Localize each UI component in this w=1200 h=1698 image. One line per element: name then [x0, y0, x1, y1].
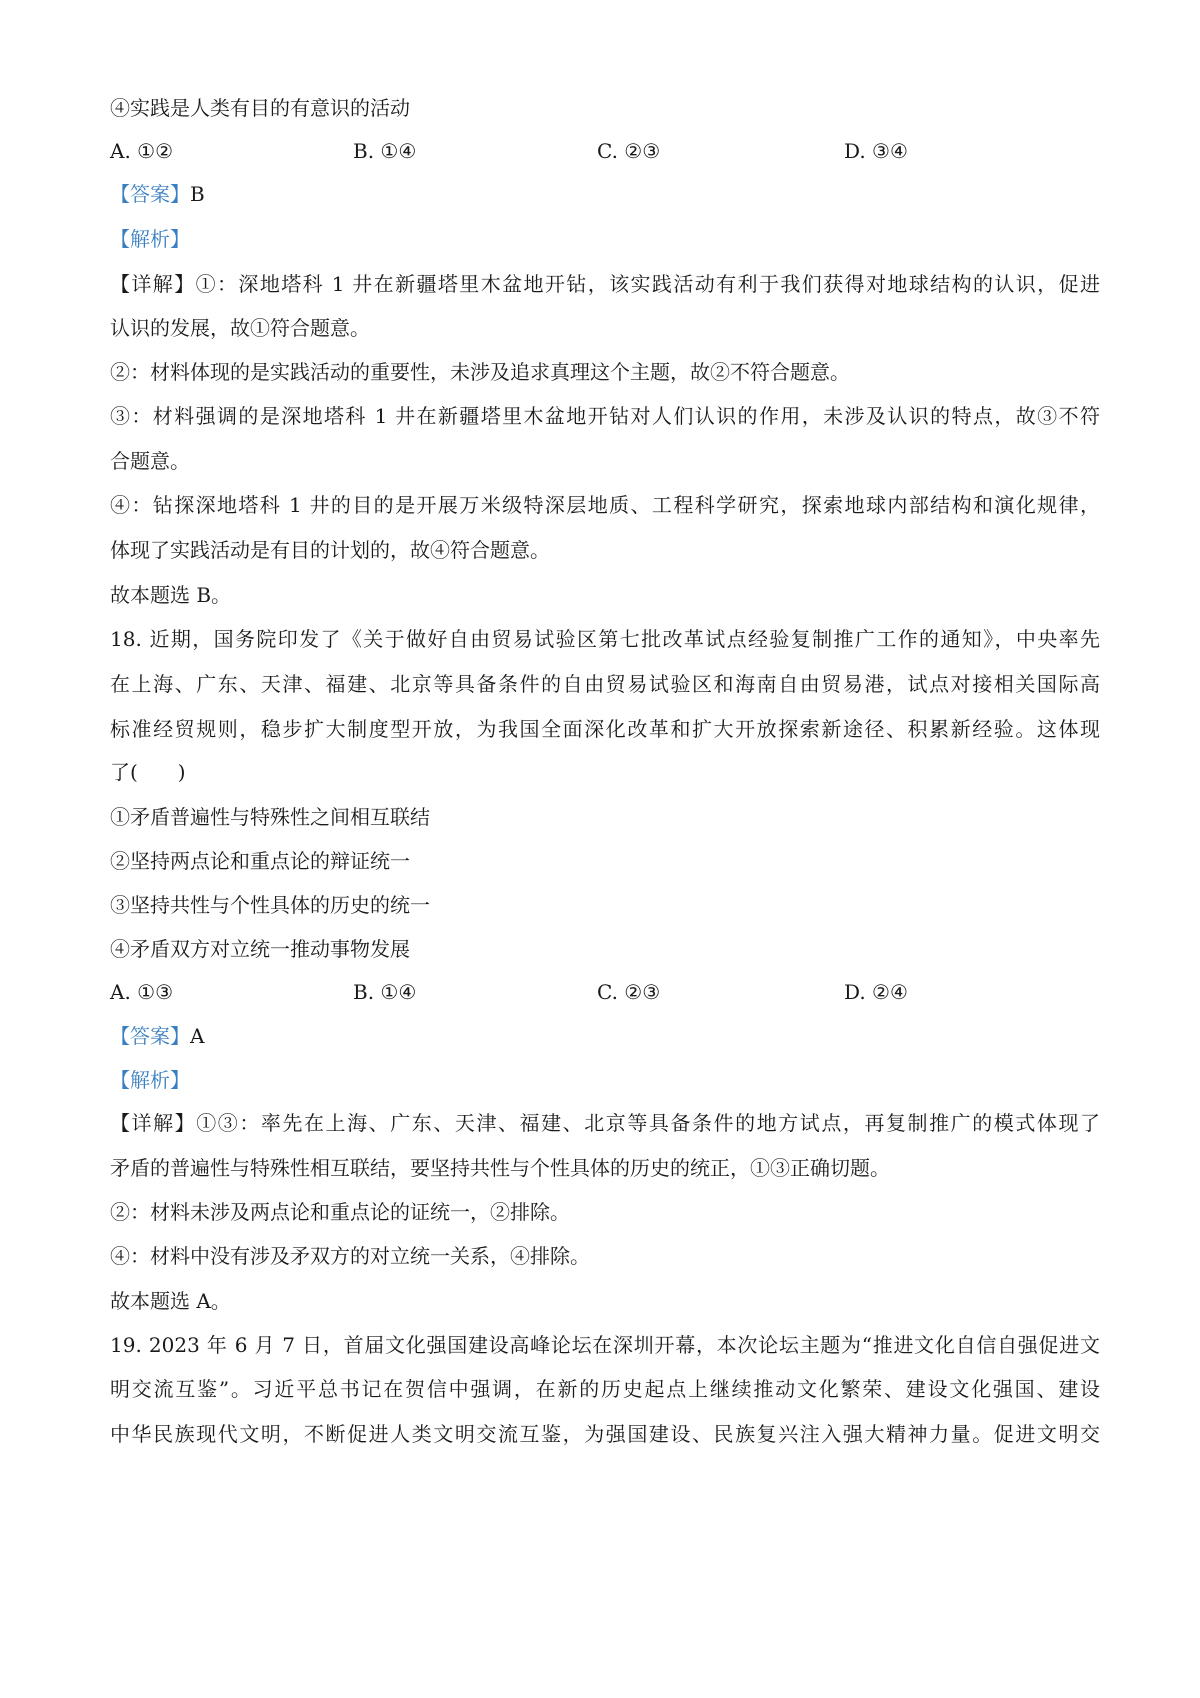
q18-stem-line: 在上海、广东、天津、福建、北京等具备条件的自由贸易试验区和海南自由贸易港，试点对接相关国际高: [110, 672, 1100, 696]
answer-value: A: [190, 1024, 205, 1048]
q17-item-4: ④实践是人类有目的有意识的活动: [110, 96, 410, 120]
q19-stem-line: 19. 2023 年 6 月 7 日，首届文化强国建设高峰论坛在深圳开幕，本次论坛主题为“推进文化自信自强促进文: [110, 1333, 1100, 1357]
q19-stem-line: 中华民族现代文明，不断促进人类文明交流互鉴，为强国建设、民族复兴注入强大精神力量。促进文明交: [110, 1422, 1100, 1446]
answer-tag: 【答案】: [110, 182, 190, 206]
q18-option-a: A. ①③: [110, 980, 174, 1004]
q17-option-c: C. ②③: [597, 139, 661, 163]
q18-stem-line: 18. 近期，国务院印发了《关于做好自由贸易试验区第七批改革试点经验复制推广工作的通知》，中央率先: [110, 627, 1100, 651]
answer-tag: 【答案】: [110, 1024, 190, 1048]
analysis-tag: 【解析】: [110, 227, 190, 251]
answer-value: B: [190, 182, 205, 206]
q17-detail-line: 认识的发展，故①符合题意。: [110, 316, 370, 340]
q17-analysis-heading: [110, 224, 1100, 254]
q18-answer: [110, 1021, 1100, 1051]
q17-detail-line: ③：材料强调的是深地塔科 1 井在新疆塔里木盆地开钻对人们认识的作用，未涉及认识的特点，故③不符: [110, 404, 1100, 428]
q18-detail-line: 矛盾的普遍性与特殊性相互联结，要坚持共性与个性具体的历史的统正，①③正确切题。: [110, 1156, 890, 1180]
q18-conclusion: 故本题选 A。: [110, 1289, 231, 1313]
q18-item-3: ③坚持共性与个性具体的历史的统一: [110, 893, 430, 917]
q18-detail-line: ④：材料中没有涉及矛双方的对立统一关系，④排除。: [110, 1244, 590, 1268]
q18-analysis-heading: [110, 1065, 1100, 1095]
q17-detail-line: 合题意。: [110, 449, 190, 473]
q18-item-1: ①矛盾普遍性与特殊性之间相互联结: [110, 805, 430, 829]
q17-detail-line: 体现了实践活动是有目的计划的，故④符合题意。: [110, 538, 550, 562]
q18-item-4: ④矛盾双方对立统一推动事物发展: [110, 937, 410, 961]
q17-detail-line: 【详解】①：深地塔科 1 井在新疆塔里木盆地开钻，该实践活动有利于我们获得对地球结构的认识，促进: [110, 272, 1100, 296]
q19-stem-line: 明交流互鉴”。习近平总书记在贺信中强调，在新的历史起点上继续推动文化繁荣、建设文化强国、建设: [110, 1377, 1100, 1401]
q17-answer: [110, 179, 1100, 209]
q17-conclusion: 故本题选 B。: [110, 583, 232, 607]
q17-option-d: D. ③④: [844, 139, 908, 163]
q18-detail-line: ②：材料未涉及两点论和重点论的证统一，②排除。: [110, 1200, 570, 1224]
q18-option-c: C. ②③: [597, 980, 661, 1004]
q18-option-b: B. ①④: [353, 980, 417, 1004]
analysis-tag: 【解析】: [110, 1068, 190, 1092]
q17-option-b: B. ①④: [353, 139, 417, 163]
q18-item-2: ②坚持两点论和重点论的辩证统一: [110, 849, 410, 873]
q18-option-d: D. ②④: [844, 980, 908, 1004]
q17-detail-line: ②：材料体现的是实践活动的重要性，未涉及追求真理这个主题，故②不符合题意。: [110, 360, 850, 384]
q18-stem-line: 了( ): [110, 760, 186, 784]
q18-detail-line: 【详解】①③：率先在上海、广东、天津、福建、北京等具备条件的地方试点，再复制推广的模式体现了: [110, 1111, 1100, 1135]
q17-detail-line: ④：钻探深地塔科 1 井的目的是开展万米级特深层地质、工程科学研究，探索地球内部结构和演化规律，: [110, 493, 1100, 517]
q18-stem-line: 标准经贸规则，稳步扩大制度型开放，为我国全面深化改革和扩大开放探索新途径、积累新经验。这体现: [110, 717, 1100, 741]
q17-option-a: A. ①②: [110, 139, 174, 163]
